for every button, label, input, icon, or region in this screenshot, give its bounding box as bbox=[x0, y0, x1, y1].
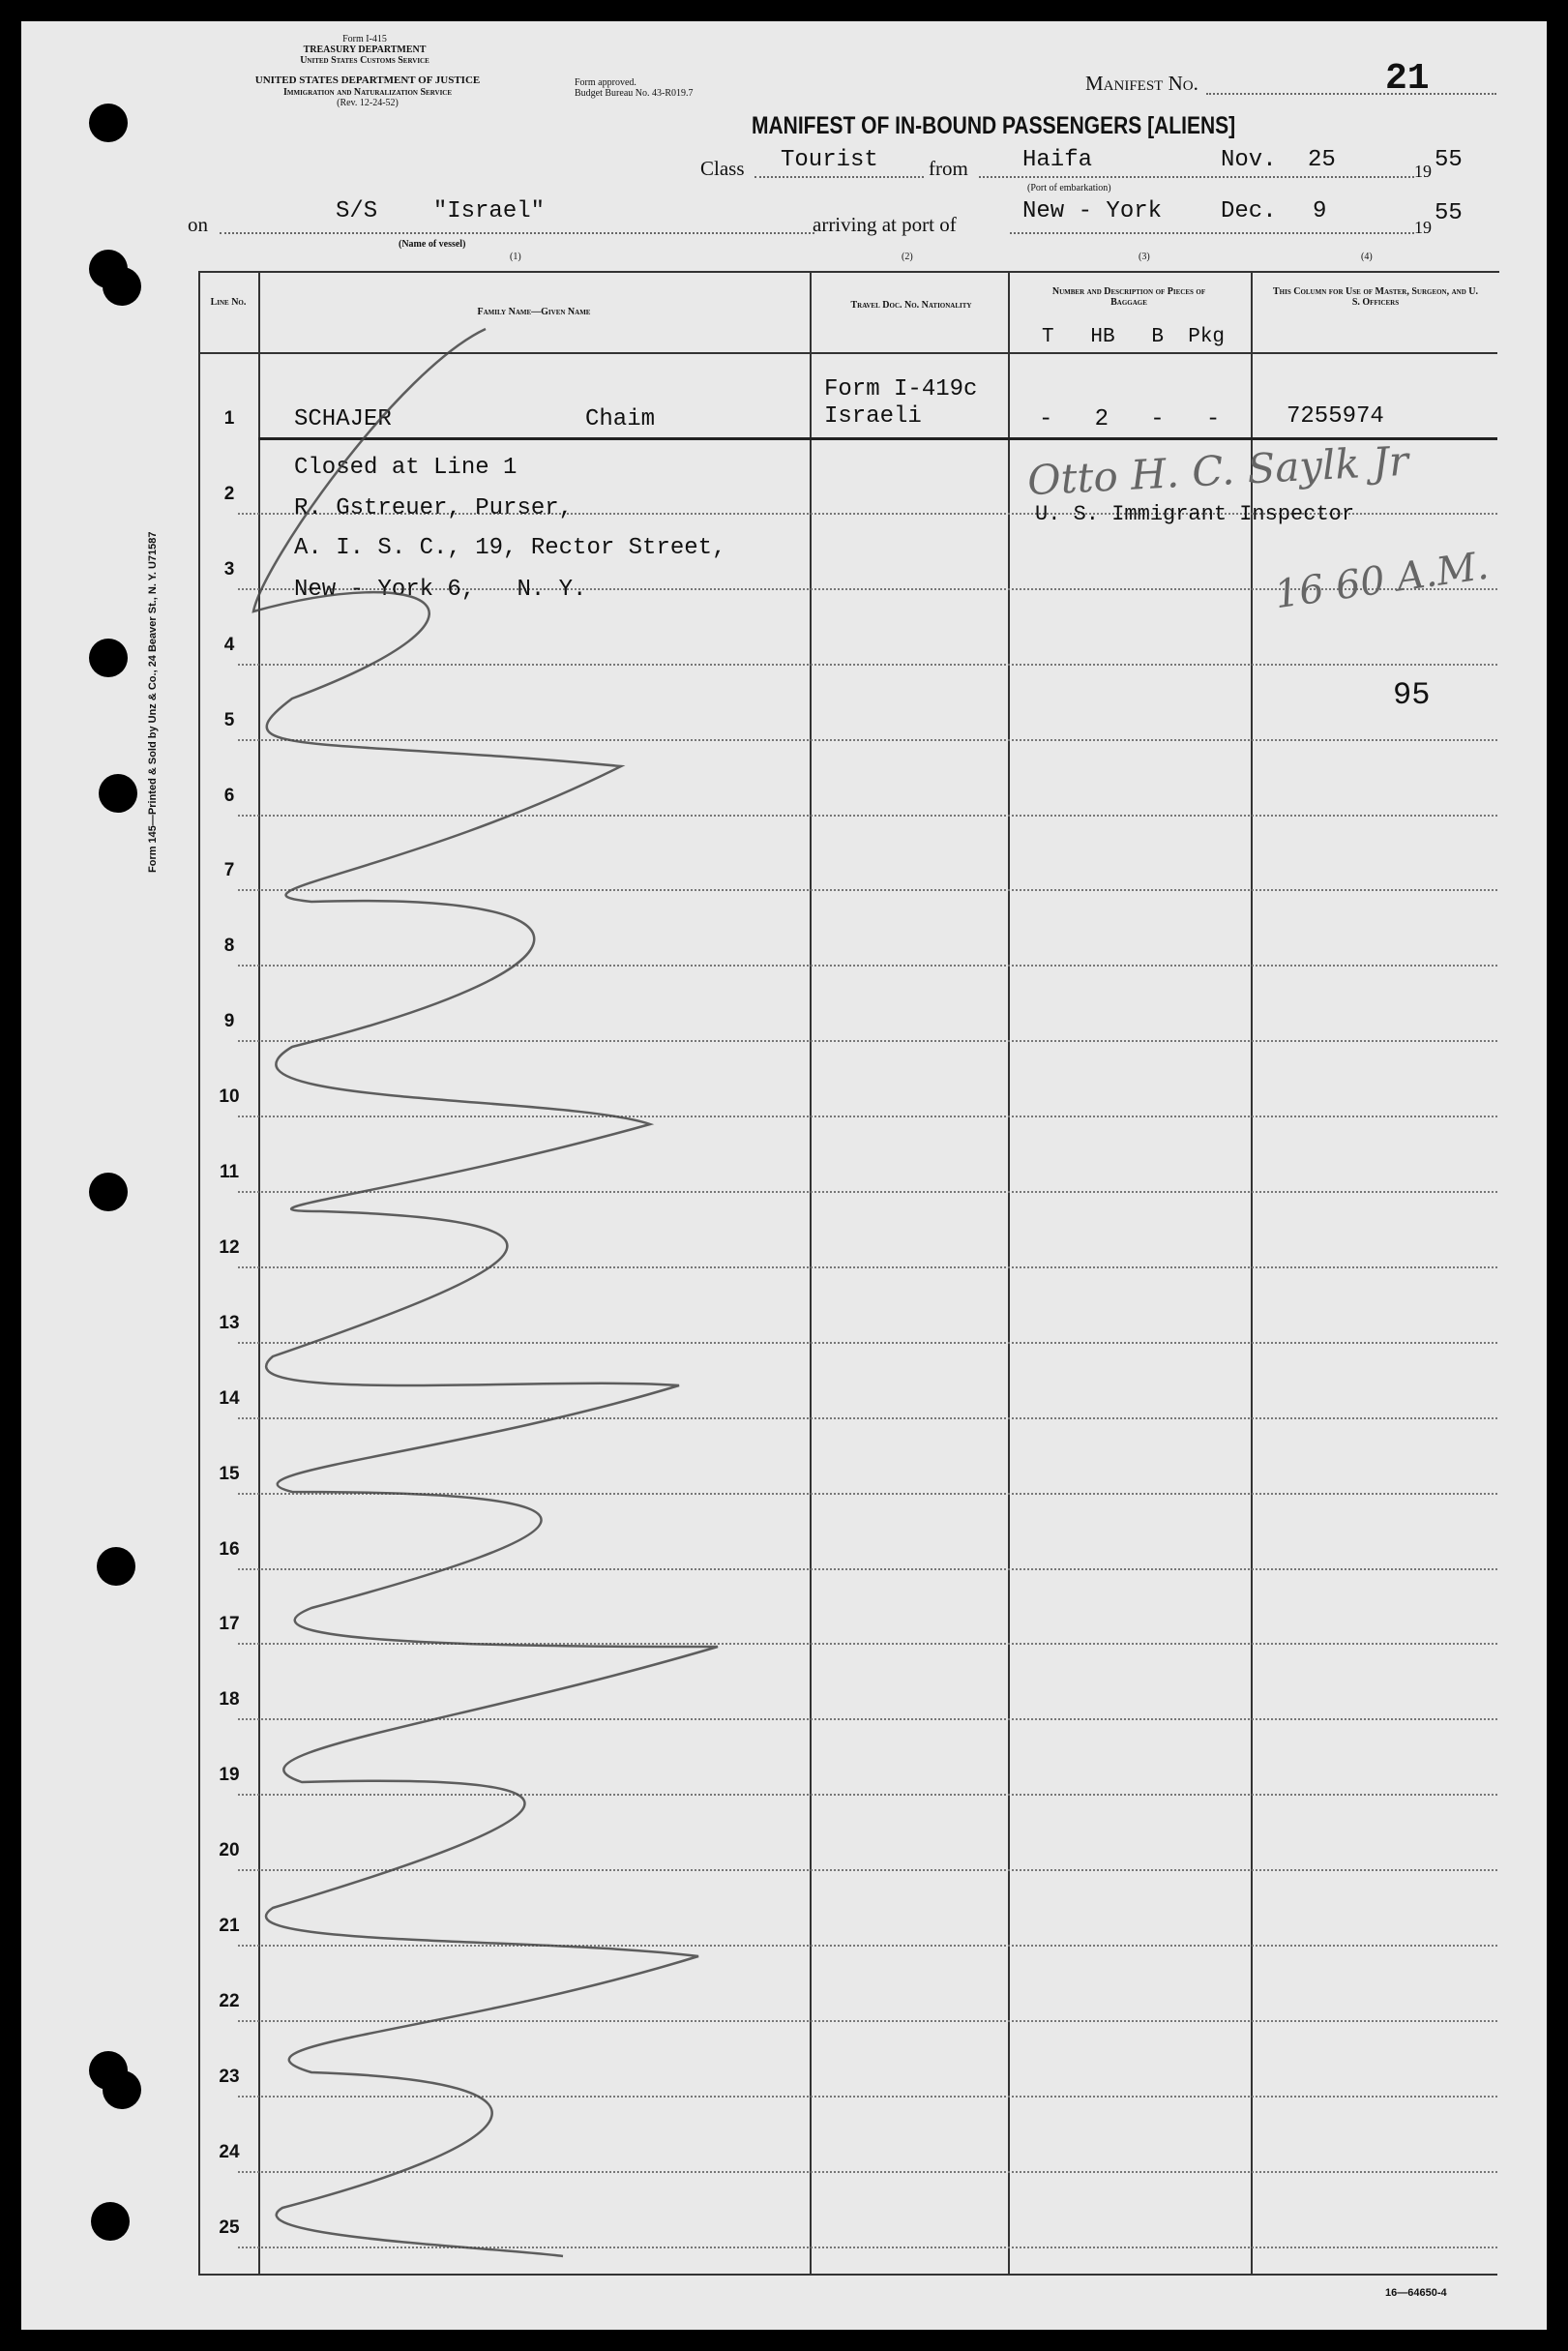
bottom-rule bbox=[198, 2274, 1497, 2276]
annotation-95: 95 bbox=[1393, 677, 1431, 713]
row-rule bbox=[238, 1342, 1497, 1344]
manifest-label: Manifest No. bbox=[1085, 72, 1198, 95]
col-header-baggage: Number and Description of Pieces of Baggage bbox=[1051, 286, 1206, 308]
col-header-name: Family Name—Given Name bbox=[477, 307, 591, 317]
line-number: 20 bbox=[219, 1840, 240, 1861]
officer-number: 7255974 bbox=[1287, 403, 1384, 430]
line-number: 22 bbox=[219, 1990, 240, 2011]
depart-day: 25 bbox=[1308, 147, 1336, 173]
row-rule bbox=[238, 1718, 1497, 1720]
class-label: Class bbox=[700, 157, 745, 180]
row-rule bbox=[238, 1568, 1497, 1570]
line-number: 5 bbox=[223, 709, 235, 730]
col-num-1: (1) bbox=[510, 252, 521, 262]
class-value: Tourist bbox=[781, 147, 878, 173]
punch-hole bbox=[103, 2070, 141, 2109]
manifest-title: MANIFEST OF IN-BOUND PASSENGERS [ALIENS] bbox=[752, 112, 1236, 139]
revision: (Rev. 12-24-52) bbox=[337, 98, 399, 108]
from-line bbox=[979, 176, 1414, 178]
row-rule bbox=[238, 965, 1497, 967]
manifest-sheet bbox=[21, 21, 1547, 2330]
line-number: 13 bbox=[219, 1312, 240, 1333]
inspector-signature: Otto H. C. Saylk Jr bbox=[1025, 436, 1410, 505]
row-rule bbox=[238, 1417, 1497, 1419]
col-divider-baggage bbox=[1251, 271, 1253, 2274]
justice-dept: UNITED STATES DEPARTMENT OF JUSTICE bbox=[254, 74, 481, 86]
col-header-travel: Travel Doc. No. Nationality bbox=[850, 300, 972, 311]
row-rule bbox=[238, 1116, 1497, 1117]
inspector-title: U. S. Immigrant Inspector bbox=[1035, 502, 1355, 526]
footer-code: 16—64650-4 bbox=[1385, 2287, 1447, 2299]
line-number: 17 bbox=[219, 1614, 240, 1635]
arrive-day: 9 bbox=[1313, 198, 1327, 224]
arrive-year-prefix: 19 bbox=[1414, 218, 1432, 237]
punch-hole bbox=[89, 1173, 128, 1211]
arrive-month: Dec. bbox=[1221, 198, 1277, 224]
punch-hole bbox=[99, 774, 137, 813]
depart-month: Nov. bbox=[1221, 147, 1277, 173]
line-number: 6 bbox=[223, 785, 235, 806]
header-rule bbox=[198, 352, 1497, 354]
travel-doc: Form I-419c bbox=[824, 376, 978, 402]
col-header-officer: This Column for Use of Master, Surgeon, and U. S. Officers bbox=[1272, 286, 1479, 308]
vessel-name: S/S "Israel" bbox=[336, 198, 546, 224]
customs-service: United States Customs Service bbox=[300, 55, 429, 66]
line-number: 23 bbox=[219, 2066, 240, 2087]
vessel-line bbox=[220, 232, 814, 234]
line-number: 16 bbox=[219, 1538, 240, 1560]
line-number: 14 bbox=[219, 1387, 240, 1409]
form-approved: Form approved. bbox=[575, 77, 636, 88]
line-number: 25 bbox=[219, 2217, 240, 2238]
row-rule bbox=[238, 2171, 1497, 2173]
from-label: from bbox=[929, 157, 968, 180]
closing-line-4: New - York 6, N. Y. bbox=[294, 577, 587, 603]
line-number: 9 bbox=[223, 1011, 235, 1032]
row-rule bbox=[238, 1493, 1497, 1495]
closing-line-2: R. Gstreuer, Purser, bbox=[294, 495, 574, 521]
row-rule bbox=[238, 1945, 1497, 1947]
budget-bureau: Budget Bureau No. 43-R019.7 bbox=[575, 88, 694, 99]
line-number: 2 bbox=[223, 483, 235, 504]
line-number: 15 bbox=[219, 1463, 240, 1484]
punch-hole bbox=[89, 104, 128, 142]
row-rule bbox=[238, 2247, 1497, 2248]
row-rule bbox=[238, 664, 1497, 666]
closing-line-3: A. I. S. C., 19, Rector Street, bbox=[294, 535, 726, 561]
port-caption: (Port of embarkation) bbox=[1027, 183, 1111, 193]
vessel-caption: (Name of vessel) bbox=[399, 239, 466, 250]
line-number: 10 bbox=[219, 1086, 240, 1108]
manifest-number: 21 bbox=[1385, 58, 1430, 100]
row-rule bbox=[238, 815, 1497, 817]
col-num-2: (2) bbox=[902, 252, 913, 262]
closing-line-1: Closed at Line 1 bbox=[294, 455, 518, 481]
line-number: 24 bbox=[219, 2141, 240, 2162]
row-rule bbox=[238, 889, 1497, 891]
given-name: Chaim bbox=[585, 406, 656, 432]
row-rule bbox=[238, 1869, 1497, 1871]
depart-year-suffix: 55 bbox=[1435, 147, 1463, 173]
from-value: Haifa bbox=[1022, 147, 1093, 173]
punch-hole bbox=[97, 1547, 135, 1586]
form-number: Form I-415 bbox=[342, 34, 387, 45]
punch-hole bbox=[91, 2202, 130, 2241]
arrive-year-suffix: 55 bbox=[1435, 200, 1463, 226]
nationality: Israeli bbox=[824, 403, 922, 430]
row-rule bbox=[238, 1643, 1497, 1645]
arrival-port: New - York bbox=[1022, 198, 1163, 224]
arriving-label: arriving at port of bbox=[813, 213, 957, 236]
row-rule bbox=[238, 2096, 1497, 2098]
baggage-subheaders: T HB B Pkg bbox=[1042, 326, 1226, 348]
line-number: 18 bbox=[219, 1689, 240, 1711]
class-line bbox=[754, 176, 924, 178]
col-divider-travel bbox=[1008, 271, 1010, 2274]
col-num-4: (4) bbox=[1361, 252, 1373, 262]
line-number: 11 bbox=[219, 1162, 240, 1182]
col-num-3: (3) bbox=[1139, 252, 1150, 262]
col-divider-name bbox=[810, 271, 812, 2274]
hand-note: 16 60 A.M. bbox=[1271, 543, 1492, 618]
family-name: SCHAJER bbox=[294, 406, 392, 432]
line-number: 4 bbox=[223, 634, 235, 655]
line-number: 1 bbox=[223, 408, 235, 429]
ins-service: Immigration and Naturalization Service bbox=[282, 87, 453, 98]
arrival-line bbox=[1010, 232, 1414, 234]
line-number: 3 bbox=[223, 558, 235, 580]
punch-hole bbox=[103, 267, 141, 306]
line-number: 19 bbox=[219, 1765, 240, 1786]
line-number: 8 bbox=[223, 936, 235, 957]
on-label: on bbox=[188, 213, 208, 236]
depart-year-prefix: 19 bbox=[1414, 162, 1432, 181]
line-number: 7 bbox=[223, 860, 235, 881]
line-number: 12 bbox=[219, 1236, 240, 1258]
line-number: 21 bbox=[219, 1916, 240, 1936]
row-rule bbox=[238, 739, 1497, 741]
row-rule bbox=[238, 1266, 1497, 1268]
row-rule bbox=[238, 1040, 1497, 1042]
col-divider-line bbox=[258, 271, 260, 2274]
baggage-count: - 2 - - bbox=[1039, 406, 1221, 432]
manifest-number-line bbox=[1206, 93, 1496, 95]
printer-imprint: Form 145—Printed & Sold by Unz & Co., 24 Beaver St., N. Y. U71587 bbox=[147, 531, 159, 873]
row-rule bbox=[238, 1794, 1497, 1796]
row-rule bbox=[238, 2020, 1497, 2022]
treasury-dept: TREASURY DEPARTMENT bbox=[303, 45, 427, 55]
row-rule bbox=[238, 1191, 1497, 1193]
entry-rule bbox=[258, 437, 1497, 440]
col-header-line-no: Line No. bbox=[210, 297, 247, 308]
punch-hole bbox=[89, 639, 128, 677]
